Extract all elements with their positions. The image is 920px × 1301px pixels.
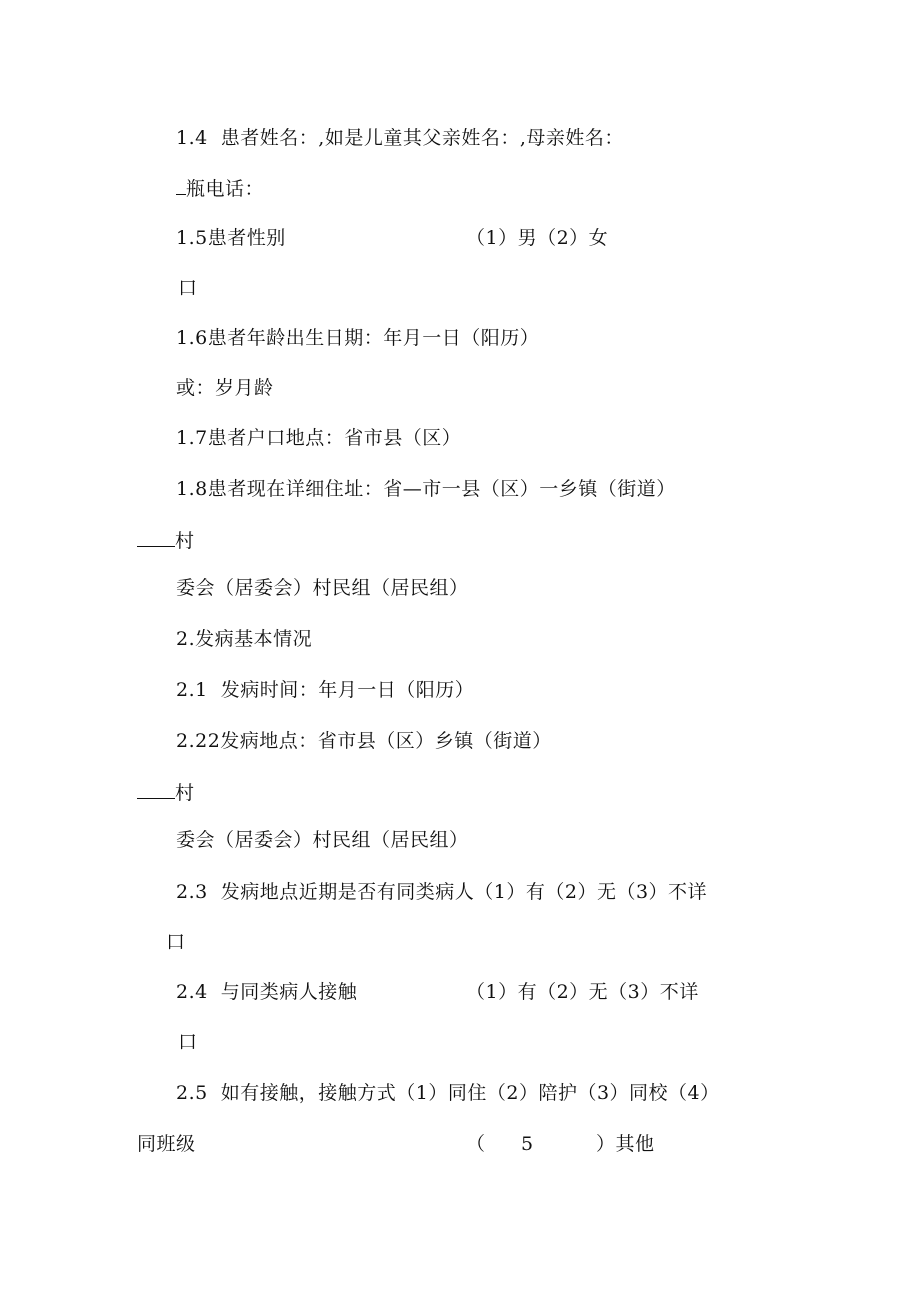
option-other: ）其他 xyxy=(596,1133,655,1155)
item-1-8-village-line xyxy=(137,528,195,553)
item-1-5-label: 1.5患者性别 xyxy=(176,227,286,249)
village-blank-2[interactable] xyxy=(137,780,175,799)
phone-blank[interactable] xyxy=(176,176,186,195)
contact-checkbox[interactable]: 口 xyxy=(178,1031,198,1053)
item-1-6-birthdate: 1.6患者年龄出生日期：年月一日（阳历） xyxy=(176,327,540,349)
item-2-2-onset-place: 2.22发病地点：省市县（区）乡镇（街道） xyxy=(176,730,552,752)
phone-label: 瓶电话： xyxy=(186,178,265,200)
item-2-2-committee: 委会（居委会）村民组（居民组） xyxy=(176,829,469,851)
item-2-5-contact-mode: 2.5 如有接触，接触方式（1）同住（2）陪护（3）同校（4） xyxy=(176,1082,720,1104)
item-1-8-committee: 委会（居委会）村民组（居民组） xyxy=(176,577,469,599)
item-2-1-onset-time: 2.1 发病时间：年月一日（阳历） xyxy=(176,679,475,701)
item-1-6-age: 或：岁月龄 xyxy=(176,377,274,399)
village-label: 村 xyxy=(175,530,195,552)
item-2-3-similar-cases: 2.3 发病地点近期是否有同类病人（1）有（2）无（3）不详 xyxy=(176,881,708,903)
item-phone xyxy=(176,176,264,201)
item-2-2-village-line xyxy=(137,780,195,805)
gender-checkbox[interactable]: 口 xyxy=(178,277,198,299)
item-2-4-contact-options: （1）有（2）无（3）不详 xyxy=(466,981,699,1003)
village-label-2: 村 xyxy=(175,782,195,804)
item-2-4-contact-label: 2.4 与同类病人接触 xyxy=(176,981,358,1003)
section-2-heading: 2.发病基本情况 xyxy=(176,628,313,650)
item-1-7-household: 1.7患者户口地点：省市县（区） xyxy=(176,427,462,449)
item-1-4-name: 1.4 患者姓名：,如是儿童其父亲姓名：,母亲姓名： xyxy=(176,127,624,149)
similar-cases-checkbox[interactable]: 口 xyxy=(166,931,186,953)
item-1-5-options: （1）男（2）女 xyxy=(466,227,609,249)
item-2-5-same-class: 同班级 xyxy=(137,1133,196,1155)
item-1-8-address: 1.8患者现在详细住址：省—市一县（区）一乡镇（街道） xyxy=(176,478,676,500)
village-blank[interactable] xyxy=(137,528,175,547)
paren-open: （ xyxy=(466,1133,486,1155)
option-number-5: 5 xyxy=(521,1133,534,1155)
